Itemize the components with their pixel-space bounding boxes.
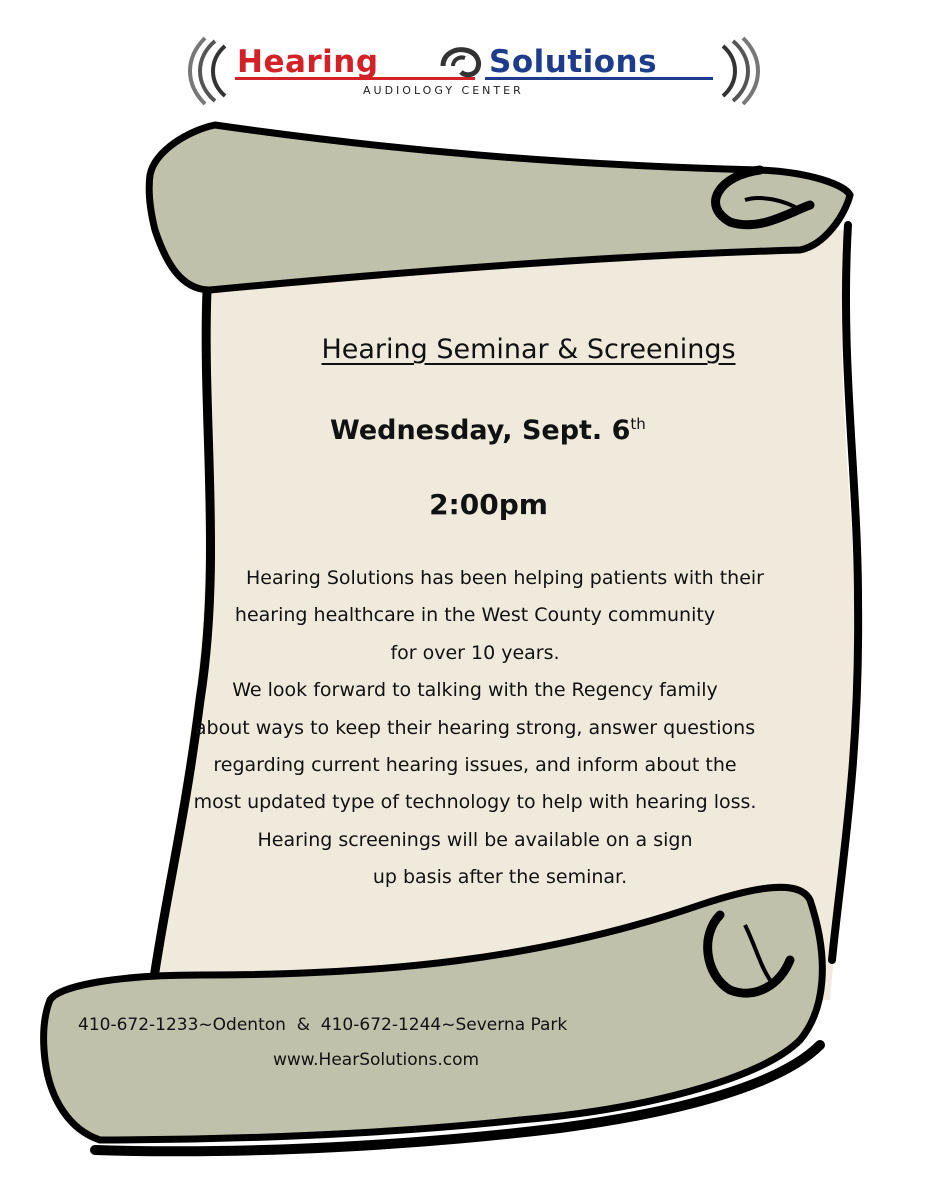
description-line: Hearing Solutions has been helping patients with their <box>245 567 764 589</box>
seminar-title-text: Hearing Seminar & Screenings <box>321 334 736 365</box>
description-line: most updated type of technology to help with hearing loss. <box>193 791 757 814</box>
description-line: about ways to keep their hearing strong, answer questions <box>194 716 756 739</box>
logo-subtitle: AUDIOLOGY CENTER <box>363 84 524 97</box>
description-line: We look forward to talking with the Regency family <box>232 679 718 702</box>
website-link[interactable]: www.HearSolutions.com <box>273 1050 480 1070</box>
description-line: regarding current hearing issues, and inform about the <box>213 754 737 777</box>
seminar-description <box>135 560 815 897</box>
ear-icon <box>435 46 487 82</box>
phone-numbers: 410-672-1233~Odenton & 410-672-1244~Severna Park <box>78 1015 568 1035</box>
seminar-date-text: Wednesday, Sept. 6 <box>330 415 631 446</box>
description-line: hearing healthcare in the West County community <box>234 604 716 627</box>
seminar-title <box>0 334 927 365</box>
seminar-date <box>330 415 646 446</box>
logo-word-solutions: Solutions <box>489 44 658 80</box>
description-line: up basis after the seminar. <box>372 866 628 889</box>
seminar-date-suffix: th <box>630 415 646 433</box>
logo-word-hearing: Hearing <box>237 44 379 80</box>
seminar-time: 2:00pm <box>429 488 548 521</box>
description-line: for over 10 years. <box>390 641 560 664</box>
brand-logo <box>195 38 755 104</box>
description-line: Hearing screenings will be available on a sign <box>257 828 693 851</box>
